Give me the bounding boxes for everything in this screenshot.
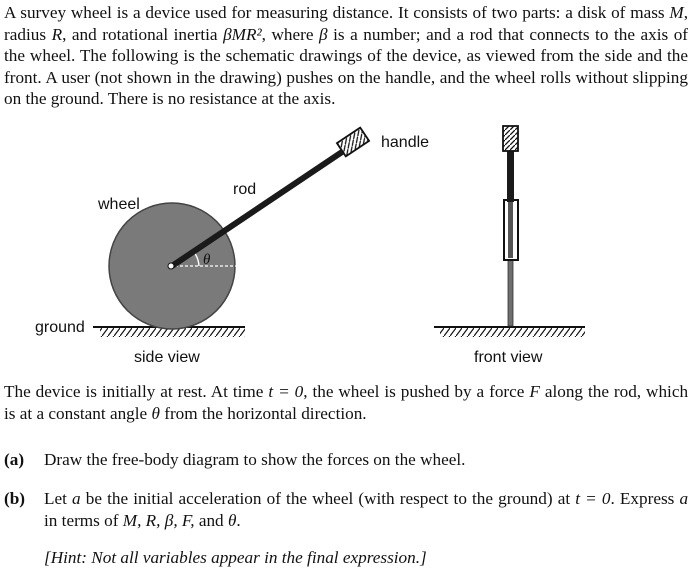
setup-text-4: from the horizontal direction.	[164, 403, 367, 423]
var-beta: β	[319, 24, 328, 44]
hint: [Hint: Not all variables appear in the final expression.]	[44, 548, 427, 567]
intro-text-5: is a number; and a rod that connects to the axis of the wheel. The following is the schematic drawings of the device, as viewed from the side and the front. A user (not shown in the drawing) pushes on the handle, and the wheel rolls without slipping on the ground. There is no resistance at the axis.	[4, 24, 689, 108]
front-ground-hatch	[440, 328, 585, 337]
front-wheel-edge	[508, 259, 513, 326]
var-theta: θ	[151, 403, 160, 423]
question-b-text	[44, 488, 688, 531]
axle-pin	[168, 263, 174, 269]
qb-text-1: Let	[44, 489, 67, 508]
qb-var-a2: a	[679, 489, 689, 508]
intro-text-3: , and rotational inertia	[62, 24, 218, 44]
setup-text-2: , the wheel is pushed by a force	[303, 382, 525, 401]
label-wheel: wheel	[98, 196, 140, 213]
device-schematic-figure	[0, 122, 698, 372]
qb-var-a: a	[72, 489, 81, 508]
qb-text-4: in terms of	[44, 510, 119, 530]
var-inertia: βMR²	[223, 24, 262, 44]
var-F: F	[529, 382, 540, 401]
label-handle: handle	[381, 134, 430, 151]
label-theta: θ	[203, 252, 211, 268]
front-view	[434, 126, 585, 366]
intro-text-2: , radius	[4, 3, 689, 44]
label-rod: rod	[233, 181, 257, 198]
intro-paragraph	[4, 2, 688, 110]
qb-text-3: . Express	[610, 489, 675, 508]
question-b-tag: (b)	[4, 489, 26, 508]
intro-text-4: , where	[261, 24, 314, 44]
question-b	[4, 488, 688, 531]
front-handle-hatch	[503, 126, 518, 151]
front-rod	[507, 150, 514, 202]
question-a-tag: (a)	[4, 450, 25, 469]
setup-paragraph	[4, 381, 688, 424]
label-ground: ground	[35, 319, 85, 336]
side-view	[35, 128, 429, 366]
qb-var-theta: θ	[227, 510, 237, 530]
intro-text-1: A survey wheel is a device used for measuring distance. It consists of two parts: a disk of mass	[4, 3, 665, 22]
question-a-text: Draw the free-body diagram to show the forces on the wheel.	[44, 450, 466, 469]
caption-side-view: side view	[134, 349, 200, 366]
caption-front-view: front view	[474, 349, 543, 366]
qb-var-list: M, R, β, F,	[122, 510, 195, 530]
question-a	[4, 449, 688, 471]
var-t0: t = 0	[268, 382, 304, 401]
qb-text-2: be the initial acceleration of the wheel (with respect to the ground) at	[85, 489, 571, 508]
var-R: R	[51, 24, 63, 44]
qb-text-6: .	[236, 510, 241, 530]
setup-text-1: The device is initially at rest. At time	[4, 382, 264, 401]
qb-var-t0: t = 0	[575, 489, 611, 508]
qb-text-5: and	[198, 510, 224, 530]
setup-text-3: along the rod, which is at a constant angle	[4, 382, 689, 423]
var-M: M	[669, 3, 684, 22]
front-axle	[508, 202, 513, 258]
